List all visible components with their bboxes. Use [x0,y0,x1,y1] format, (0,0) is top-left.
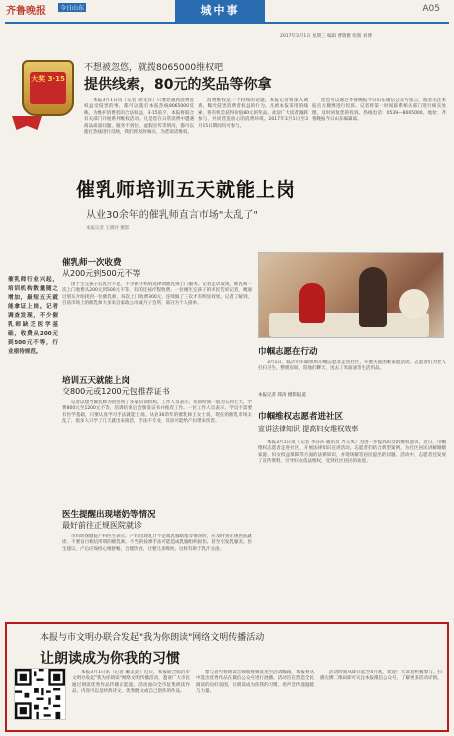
section-title: 城中事 [175,0,265,22]
reading-kicker: 本报与市文明办联合发起"我为你朗读"网络文明传播活动 [40,633,265,643]
hotline-col2: 消费维权是一个持续的话题，本报记者将深入调查，曝光侵害消费者权益的行为。凡被本报采用的线索，将有机会获得价值80元的奖品。欢迎广大读者踊跃参与，共同营造放心的消费环境。2017年3月1日至3月15日期间均可参与。 [198,98,308,129]
page-header [0,0,454,22]
header-rule [5,22,449,24]
photo-elder [399,289,429,319]
main-byline: 本报记者 王晓玲 摄影 [86,226,130,231]
section3-body: 市妇幼保健院产科医生表示，产妇出现乳汁不足或乳腺堵塞等情况时，应及时到正规医院就诊，不要盲目相信所谓的催乳师。不当的按摩手法可能造成乳腺组织损伤，甚至引发乳腺炎。医生建议，产后应保持心情舒畅，合理饮食，让婴儿多吸吮，这样有助于乳汁分泌。 [62,534,252,552]
section2-heading: 培训五天就能上岗 [62,376,131,386]
photo-person-red [299,283,325,323]
story-summary: 催乳师行业兴起，培训机构数量随之增加，最短五天就能拿证上岗。记者调查发现，不少催乳师缺乏医学基础，收费从200元到500元不等，行业亟待规范。 [8,277,58,355]
section1-heading: 催乳师一次收费 [62,258,122,268]
section2-body: 记者以想当催乳师为由咨询了多家培训机构，工作人员表示，培训时间一般为五到七天，学费800元至1200元不等，培训结束后会颁发证书并推荐工作。一位工作人员表示，学员不需要有医学基础，只要认真学习手法就能上岗。从业30余年的催乳师王女士说，现在的催乳市场太乱了，很多人只学了几天就出来接活，手法不专业，反而可能给产妇带来伤害。 [62,400,252,425]
section1-subheading: 从200元到500元不等 [62,269,141,278]
hotline-kicker: 不想被忽悠，就拨8065000维权吧 [84,63,224,73]
reading-headline: 让朗读成为你我的习惯 [40,651,180,667]
volunteer-photo-credit: 本报记者 郑涛 摄影报道 [258,393,306,398]
hotline-headline: 提供线索，80元的奖品等你拿 [84,77,272,93]
main-subhead: 从业30余年的催乳师直言市场"太乱了" [86,210,258,221]
page-number: A05 [422,4,440,14]
volunteer-body: 3月1日，临沂市妇联组织巾帼志愿者走进社区，开展关爱困难家庭活动。志愿者们为老人打扫卫生、整理房间，陪他们聊天，送去了米面油等生活用品。 [258,360,446,372]
volunteer-heading2: 巾帼维权志愿者进社区 [258,412,344,422]
volunteer-photo [258,252,444,338]
reading-col3: 活动时间从即日起至4月底，欢迎广大读者积极参与。扫描左侧二维码即可关注本报微信公众号，了解更多活动详情。 [320,670,442,682]
qr-code-graphic [15,669,65,719]
volunteer-subheading2: 宣讲法律知识 提高妇女维权效率 [258,425,359,433]
section3-subheading: 最好前往正规医院就诊 [62,521,142,530]
badge-text: 大奖 3·15 [30,72,66,104]
ribbon-icon [12,116,42,130]
reading-col1: 本报3月1日讯（记者 戴美灵）近日，本报联合临沂市文明办发起"我为你朗读"网络文明传播活动，邀请广大市民通过朗读优秀作品传播正能量。活动面向全市征集朗读作品，内容可以是经典诗文、优秀散文或自己创作的作品。 [72,670,190,695]
main-headline: 催乳师培训五天就能上岗 [76,179,297,201]
photo-person-dark [359,267,387,327]
volunteer-heading: 巾帼志愿在行动 [258,347,318,357]
dateline: 2017年3月1日 星期三 编辑 曹敬雅 组版 刘博 [280,34,372,39]
qr-code-icon [14,668,66,720]
award-badge-icon [22,60,74,116]
section1-body: 由于生完孩子后乳汁不足，不少新手妈妈选择请催乳师上门服务。记者走访发现，催乳师一次上门收费从200元到500元不等，有的还按疗程收费。一位刚生完孩子的市民告诉记者，她通过朋友介绍找到一位催乳师，每次上门收费300元，连续做了三次才有明显效果。记者了解到，目前市场上的催乳师大多来自家政公司或月子会所，部分为个人接单。 [62,282,252,307]
section3-heading: 医生提醒出现堵奶等情况 [62,510,156,520]
volunteer-body2: 本报3月1日讯（记者 李莎莎 通讯员 齐玉凤）为进一步提高妇女的维权意识，近日，巾帼维权志愿者走进社区，开展法律知识宣讲活动。志愿者们结合典型案例，为社区居民讲解婚姻家庭、妇女权益保障等方面的法律知识，并现场解答居民提出的问题。活动中，志愿者还发放了宣传资料，引导妇女依法维权，受到社区居民的欢迎。 [258,440,446,465]
section2-subheading: 交800元或1200元包推荐证书 [62,387,170,396]
reading-col2: 参与者可将朗读音频或视频发送至活动邮箱，本报将从中选出优秀作品在微信公众号进行展播。活动旨在营造全民阅读的良好氛围，让朗读成为你我的习惯，用声音传递温暖与力量。 [196,670,314,695]
edition-tag: 今日山东 [60,5,85,12]
hotline-col1: 本报3月1日讯（记者 徐文萍）只要您遇到消费者权益受侵害的事，都可以拨打本报热线8065000反映。为维护消费者的合法权益，3·15前夕，本报将联合有关部门开展系列维权活动。凡是您在日常消费中遭遇商品质量问题、服务不到位、虚假宣传等情况，都可以拨打热线进行反映，我们将及时核实，为您说话维权。 [84,98,194,136]
hotline-col3: 您也可以通过齐鲁晚报今日山东微信公众号留言，或者关注本报官方微博进行投诉。记者将第一时间联系相关部门进行核实处理，及时回复您的投诉。热线电话：0539—8065000，地址：齐鲁晚报今日山东编辑部。 [312,98,446,123]
masthead: 齐鲁晚报 [6,6,46,17]
